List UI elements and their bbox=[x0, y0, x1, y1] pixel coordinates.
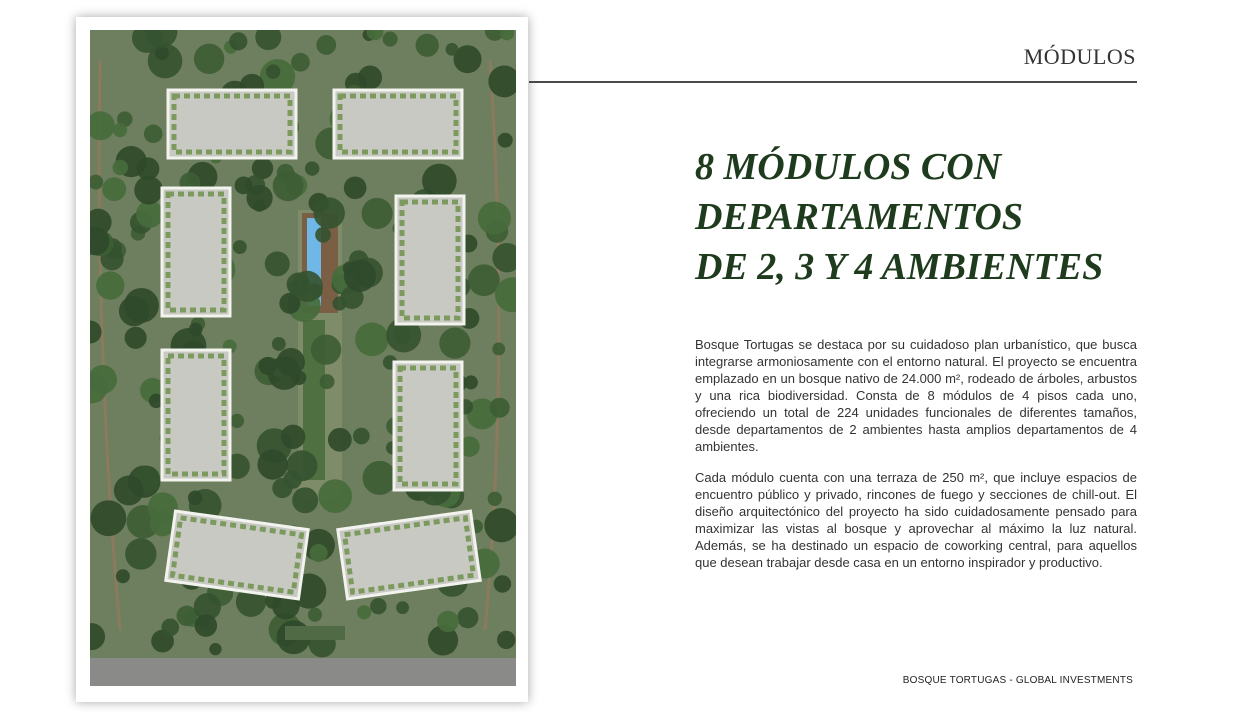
site-plan-card bbox=[76, 17, 528, 702]
title-line-3: DE 2, 3 Y 4 AMBIENTES bbox=[695, 246, 1104, 288]
tree bbox=[112, 160, 128, 176]
tree bbox=[355, 322, 389, 356]
tree bbox=[316, 35, 336, 55]
tree bbox=[315, 227, 331, 243]
tree bbox=[195, 614, 218, 637]
tree bbox=[370, 598, 386, 614]
tree bbox=[265, 251, 290, 276]
tree bbox=[353, 428, 370, 445]
tree bbox=[246, 185, 272, 211]
tree bbox=[230, 414, 244, 428]
tree bbox=[114, 476, 144, 506]
section-heading: MÓDULOS bbox=[1023, 44, 1136, 69]
tree bbox=[457, 607, 478, 628]
building-roof bbox=[162, 188, 230, 316]
tree bbox=[125, 538, 156, 569]
tree bbox=[344, 176, 367, 199]
title-line-2: DEPARTAMENTOS bbox=[695, 196, 1024, 238]
tree bbox=[144, 124, 163, 143]
footer-credit: BOSQUE TORTUGAS - GLOBAL INVESTMENTS bbox=[902, 675, 1133, 686]
tree bbox=[313, 197, 344, 228]
tree bbox=[287, 273, 310, 296]
tree bbox=[490, 398, 510, 418]
tree bbox=[125, 327, 147, 349]
building-module-4 bbox=[396, 196, 464, 324]
tree bbox=[344, 260, 376, 292]
header-divider bbox=[529, 81, 1137, 83]
tree bbox=[233, 240, 247, 254]
tree bbox=[318, 479, 352, 513]
page-title bbox=[695, 142, 1195, 292]
tree bbox=[439, 328, 470, 359]
building-module-5 bbox=[162, 350, 230, 480]
site-plan-image bbox=[90, 30, 516, 686]
tree bbox=[229, 32, 247, 50]
building-module-3 bbox=[162, 188, 230, 316]
tree bbox=[422, 164, 457, 199]
tree bbox=[194, 44, 224, 74]
tree bbox=[328, 428, 352, 452]
tree bbox=[292, 487, 318, 513]
tree bbox=[283, 470, 302, 489]
tree bbox=[113, 123, 127, 137]
tree bbox=[266, 64, 280, 78]
building-roof bbox=[168, 90, 296, 158]
tree bbox=[305, 161, 319, 175]
tree bbox=[277, 348, 305, 376]
tree bbox=[277, 164, 294, 181]
building-module-6 bbox=[394, 362, 462, 490]
building-module-1 bbox=[168, 90, 296, 158]
description-paragraph-1: Bosque Tortugas se destaca por su cuidadoso plan urbanístico, que busca integrarse armoniosamente con el entorno natural. El proyecto se encuentra emplazado en un bosque nativo de 24.000 m², rodeado de árboles, arbustos y una rica biodiversidad. Consta de 8 módulos de 4 pisos cada uno, ofreciendo un total de 224 unidades funcionales de diferentes tamaños, desde departamentos de 2 ambientes hasta amplios departamentos de 4 ambientes. bbox=[695, 337, 1137, 454]
tree bbox=[362, 198, 393, 229]
tree bbox=[119, 296, 149, 326]
tree bbox=[291, 53, 310, 72]
tree bbox=[478, 202, 511, 235]
tree bbox=[96, 271, 124, 299]
tree bbox=[281, 425, 305, 449]
tree bbox=[161, 619, 179, 637]
tree bbox=[396, 601, 409, 614]
tree bbox=[497, 631, 515, 649]
tree bbox=[310, 544, 328, 562]
tree bbox=[494, 575, 511, 592]
tree bbox=[363, 461, 397, 495]
tree bbox=[488, 492, 502, 506]
tree bbox=[437, 611, 459, 633]
building-roof bbox=[334, 90, 462, 158]
building-roof bbox=[162, 350, 230, 480]
tree bbox=[257, 449, 287, 479]
tree bbox=[446, 43, 459, 56]
tree bbox=[188, 491, 203, 506]
tree bbox=[272, 337, 286, 351]
tree bbox=[209, 643, 221, 655]
tree bbox=[102, 177, 126, 201]
tree bbox=[468, 264, 500, 296]
building-roof bbox=[394, 362, 462, 490]
building-module-2 bbox=[334, 90, 462, 158]
tree bbox=[416, 34, 439, 57]
tree bbox=[320, 374, 335, 389]
entrance-pavilion bbox=[285, 626, 345, 640]
tree bbox=[116, 569, 130, 583]
tree bbox=[357, 605, 371, 619]
tree bbox=[90, 500, 126, 536]
tree bbox=[383, 32, 398, 47]
tree bbox=[311, 334, 341, 364]
tree bbox=[492, 343, 505, 356]
tree bbox=[308, 608, 322, 622]
street-strip bbox=[90, 658, 516, 686]
description-paragraph-2: Cada módulo cuenta con una terraza de 250 m², que incluye espacios de encuentro público y privado, rincones de fuego y secciones de chill-out. El diseño arquitectónico del proyecto ha sido cuidadosamente pensado para maximizar las vistas al bosque y aprovechar al máximo la luz natural. Además, se ha destinado un espacio de coworking central, para aquellos que desean trabajar desde casa en un entorno inspirador y productivo. bbox=[695, 470, 1137, 570]
building-roof bbox=[396, 196, 464, 324]
tree bbox=[259, 357, 277, 375]
title-line-1: 8 MÓDULOS CON bbox=[695, 146, 1002, 188]
site-plan-illustration bbox=[90, 30, 516, 686]
tree bbox=[136, 200, 163, 227]
tree bbox=[134, 176, 163, 205]
tree bbox=[498, 133, 513, 148]
